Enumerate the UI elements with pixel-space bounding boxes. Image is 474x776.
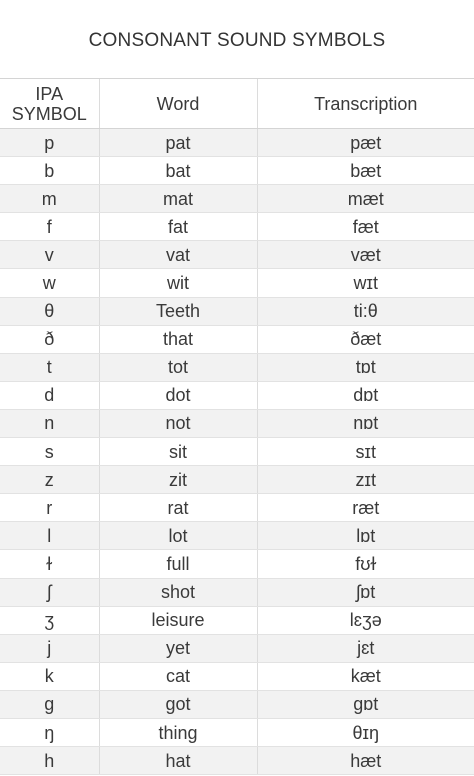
- ipa-symbol-cell: t: [0, 353, 99, 381]
- transcription-cell: gɒt: [257, 690, 474, 718]
- table-header-row: [0, 79, 474, 129]
- transcription-cell: ræt: [257, 494, 474, 522]
- table-row: [0, 409, 474, 437]
- word-cell: mat: [99, 185, 257, 213]
- word-cell: dot: [99, 381, 257, 409]
- transcription-cell: bæt: [257, 157, 474, 185]
- word-cell: full: [99, 550, 257, 578]
- transcription-cell: ti:θ: [257, 297, 474, 325]
- header-ipa-line1: IPA: [35, 83, 64, 104]
- ipa-symbol-cell: v: [0, 241, 99, 269]
- table-row: [0, 438, 474, 466]
- transcription-cell: mæt: [257, 185, 474, 213]
- table-row: [0, 269, 474, 297]
- table-body: [0, 129, 474, 775]
- word-cell: leisure: [99, 606, 257, 634]
- table-row: [0, 522, 474, 550]
- table-row: [0, 718, 474, 746]
- table-row: [0, 494, 474, 522]
- ipa-symbol-cell: ɫ: [0, 550, 99, 578]
- table-row: [0, 662, 474, 690]
- transcription-cell: sɪt: [257, 438, 474, 466]
- transcription-cell: ðæt: [257, 325, 474, 353]
- ipa-symbol-cell: n: [0, 409, 99, 437]
- word-cell: thing: [99, 718, 257, 746]
- word-cell: tot: [99, 353, 257, 381]
- header-ipa-line2: SYMBOL: [11, 103, 87, 124]
- word-cell: wit: [99, 269, 257, 297]
- ipa-symbol-cell: l: [0, 522, 99, 550]
- transcription-cell: jɛt: [257, 634, 474, 662]
- word-cell: hat: [99, 747, 257, 775]
- table-row: [0, 690, 474, 718]
- transcription-cell: tɒt: [257, 353, 474, 381]
- word-cell: vat: [99, 241, 257, 269]
- ipa-symbol-cell: r: [0, 494, 99, 522]
- ipa-symbol-cell: z: [0, 466, 99, 494]
- table-row: [0, 353, 474, 381]
- word-cell: not: [99, 409, 257, 437]
- ipa-symbol-cell: d: [0, 381, 99, 409]
- word-cell: fat: [99, 213, 257, 241]
- transcription-cell: ʃɒt: [257, 578, 474, 606]
- table-row: [0, 213, 474, 241]
- ipa-symbol-cell: ŋ: [0, 718, 99, 746]
- ipa-symbol-cell: f: [0, 213, 99, 241]
- consonant-table: [0, 78, 474, 775]
- table-row: [0, 157, 474, 185]
- table-row: [0, 634, 474, 662]
- table-row: [0, 185, 474, 213]
- table-row: [0, 381, 474, 409]
- ipa-symbol-cell: ʒ: [0, 606, 99, 634]
- word-cell: rat: [99, 494, 257, 522]
- word-cell: got: [99, 690, 257, 718]
- word-cell: shot: [99, 578, 257, 606]
- ipa-symbol-cell: j: [0, 634, 99, 662]
- table-row: [0, 578, 474, 606]
- transcription-cell: fæt: [257, 213, 474, 241]
- table-row: [0, 325, 474, 353]
- ipa-symbol-cell: ʃ: [0, 578, 99, 606]
- transcription-cell: θɪŋ: [257, 718, 474, 746]
- transcription-cell: nɒt: [257, 409, 474, 437]
- ipa-symbol-cell: w: [0, 269, 99, 297]
- transcription-cell: kæt: [257, 662, 474, 690]
- word-cell: lot: [99, 522, 257, 550]
- word-cell: that: [99, 325, 257, 353]
- ipa-symbol-cell: s: [0, 438, 99, 466]
- ipa-symbol-cell: p: [0, 129, 99, 157]
- ipa-symbol-cell: h: [0, 747, 99, 775]
- transcription-cell: fʊɫ: [257, 550, 474, 578]
- page-title: CONSONANT SOUND SYMBOLS: [88, 30, 386, 51]
- ipa-symbol-cell: m: [0, 185, 99, 213]
- header-transcription: Transcription: [257, 79, 474, 129]
- header-word: Word: [99, 79, 257, 129]
- table-row: [0, 466, 474, 494]
- ipa-symbol-cell: g: [0, 690, 99, 718]
- word-cell: yet: [99, 634, 257, 662]
- transcription-cell: wɪt: [257, 269, 474, 297]
- word-cell: bat: [99, 157, 257, 185]
- ipa-symbol-cell: b: [0, 157, 99, 185]
- word-cell: pat: [99, 129, 257, 157]
- word-cell: zit: [99, 466, 257, 494]
- transcription-cell: pæt: [257, 129, 474, 157]
- ipa-symbol-cell: k: [0, 662, 99, 690]
- table-row: [0, 606, 474, 634]
- table-row: [0, 550, 474, 578]
- transcription-cell: dɒt: [257, 381, 474, 409]
- word-cell: sit: [99, 438, 257, 466]
- ipa-symbol-cell: ð: [0, 325, 99, 353]
- table-row: [0, 297, 474, 325]
- word-cell: cat: [99, 662, 257, 690]
- transcription-cell: lɒt: [257, 522, 474, 550]
- ipa-symbol-cell: θ: [0, 297, 99, 325]
- table-row: [0, 241, 474, 269]
- transcription-cell: hæt: [257, 747, 474, 775]
- transcription-cell: lɛʒə: [257, 606, 474, 634]
- table-row: [0, 747, 474, 775]
- header-ipa-symbol: [0, 79, 99, 129]
- transcription-cell: væt: [257, 241, 474, 269]
- transcription-cell: zɪt: [257, 466, 474, 494]
- table-row: [0, 129, 474, 157]
- word-cell: Teeth: [99, 297, 257, 325]
